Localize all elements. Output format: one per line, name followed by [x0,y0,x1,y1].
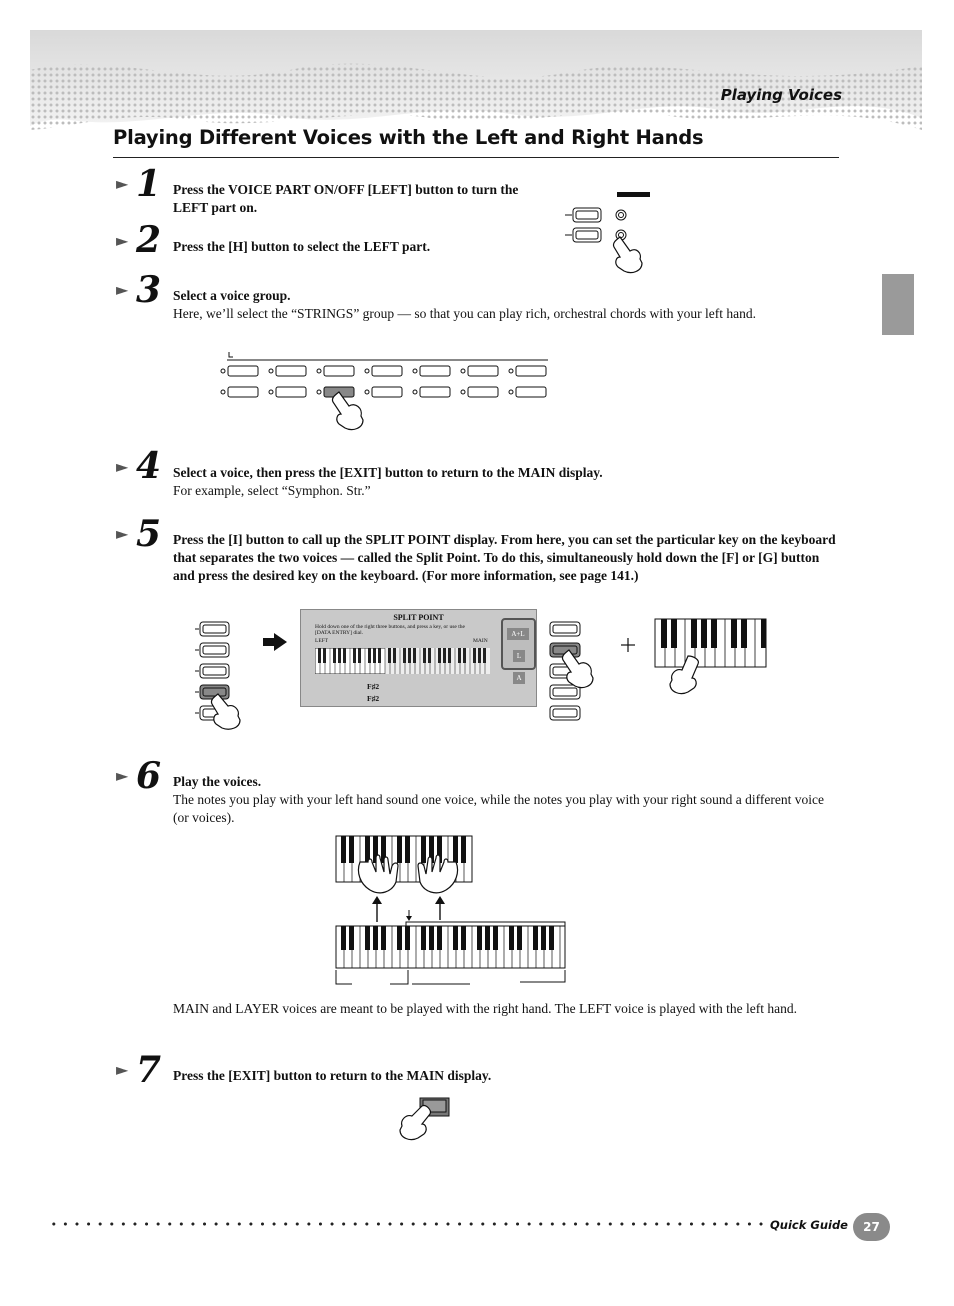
step-instruction: Select a voice, then press the [EXIT] button to return to the MAIN display. [173,465,603,480]
step-description: Here, we’ll select the “STRINGS” group — so that you can play rich, orchestral chords with your left hand. [173,306,756,321]
pointing-hand-icon [613,237,642,273]
step-description: The notes you play with your left hand sound one voice, while the notes you play with your right sound a different voice (or voices). [173,792,824,825]
step-note: MAIN and LAYER voices are meant to be played with the right hand. The LEFT voice is played with the left hand. [173,1001,797,1016]
pointing-hand-icon [400,1106,430,1140]
keyboard-split-illustration [654,618,768,700]
step-content [173,773,843,827]
lcd-left-label: LEFT [315,638,329,644]
split-point-display [300,609,537,707]
step-instruction: Press the [H] button to select the LEFT part. [173,239,431,254]
pointing-hand-icon [332,392,363,430]
lcd-keyboard [315,648,490,674]
step-instruction: Play the voices. [173,774,262,789]
step-instruction: Select a voice group. [173,288,291,303]
lcd-subtitle: Hold down one of the right three buttons, and press a key, or use the [DATA ENTRY] dial. [315,624,465,636]
wave-pattern-decoration [30,30,922,140]
step-arrow-icon: ► [116,457,129,476]
step-arrow-icon: ► [116,174,129,193]
plus-icon [618,635,638,655]
step-arrow-icon: ► [116,280,129,299]
title-divider [113,157,839,158]
voice-group-panel-illustration [215,350,555,432]
step-instruction: Press the [I] button to call up the SPLIT POINT display. From here, you can set the particular key on the keyboard that separates the two voices — called the Split Point. To do this, simultaneously hold down the [F] or [G] button and press the desired key on the keyboard. (For more information, see page 141.) [173,532,836,583]
lcd-main-label: MAIN [473,638,488,644]
lcd-title: SPLIT POINT [393,613,444,622]
step-number: 7 [136,1049,162,1091]
footer-dotted-rule [48,1222,764,1226]
two-hand-keyboard-illustration [330,832,575,992]
step-content [173,464,843,500]
lcd-key-a: A [513,672,525,684]
step-arrow-icon: ► [116,766,129,785]
side-tab-marker [882,274,914,335]
step-content [173,287,843,323]
arrow-right-icon [260,630,290,654]
voice-part-buttons-illustration [560,185,660,277]
step-instruction: Press the [EXIT] button to return to the MAIN display. [173,1068,492,1083]
exit-button-illustration [392,1092,456,1144]
step-number: 6 [136,755,162,797]
lcd-key-l: L [513,650,525,662]
lcd-key-al: A+L [507,628,529,640]
step-instruction: Press the VOICE PART ON/OFF [LEFT] button to turn the LEFT part on. [173,182,519,215]
step-arrow-icon: ► [116,231,129,250]
step-arrow-icon: ► [116,524,129,543]
step-number: 5 [136,513,162,555]
right-panel-buttons-illustration [545,618,605,728]
left-panel-buttons-illustration [190,618,250,733]
page-title: Playing Different Voices with the Left and Right Hands [113,126,704,149]
page-number-badge: 27 [853,1213,890,1241]
footer-label: Quick Guide [770,1218,848,1232]
step-number: 4 [136,445,162,487]
step-description: For example, select “Symphon. Str.” [173,483,371,498]
step-number: 3 [136,269,162,311]
section-label: Playing Voices [720,86,842,104]
lcd-split-value: F♯2 [367,694,380,703]
step-number: 2 [136,219,162,261]
lcd-split-value: F♯2 [367,682,380,691]
step-arrow-icon: ► [116,1060,129,1079]
step-number: 1 [136,163,162,205]
header-band [30,30,922,140]
lcd-selector-frame [501,618,536,670]
